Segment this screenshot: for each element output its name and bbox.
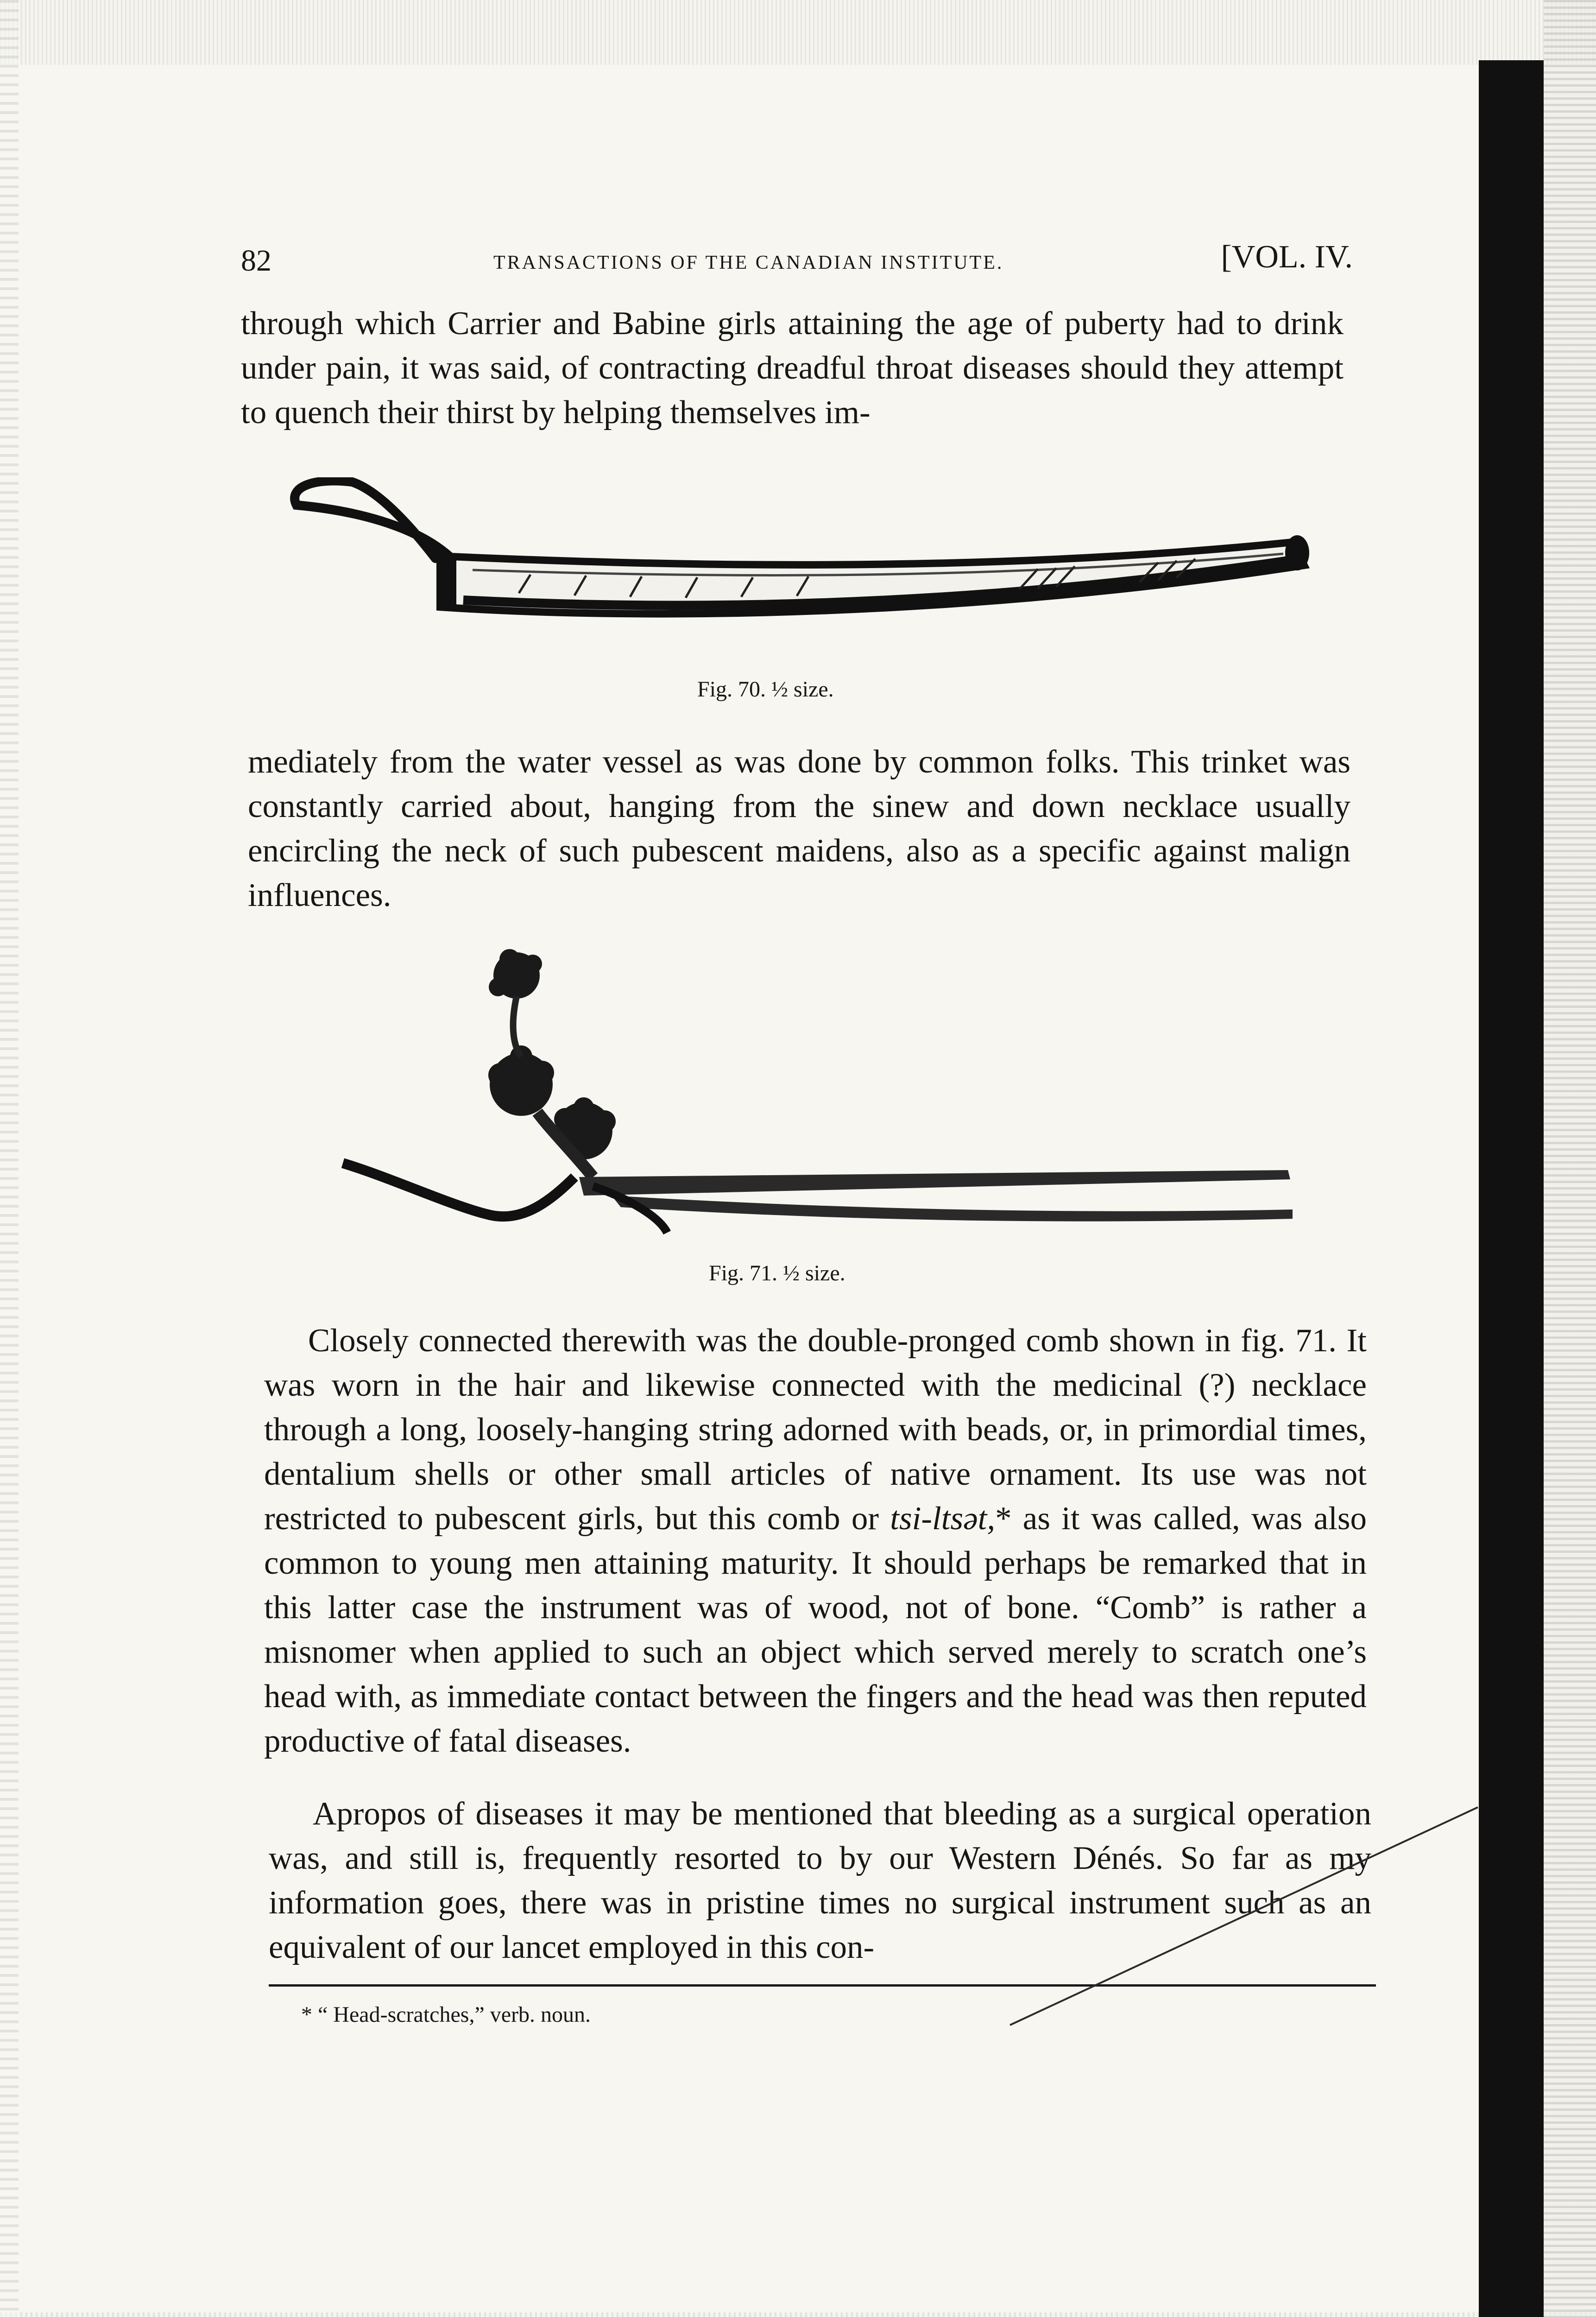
paragraph-4: Apropos of diseases it may be mentioned that bleeding as a surgical operation was, and still is, frequently resorted to by our Western Dénés. So far as my information goes, there was in pristine times no surgical instrument such as an equivalent of our lancet employed in this con- <box>269 1796 1371 1965</box>
volume-label: [VOL. IV. <box>1221 239 1353 275</box>
page-number: 82 <box>241 244 271 278</box>
footnote-marker: * <box>995 1500 1012 1537</box>
paragraph-3-text-b: as it was called, was also common to young men attaining maturity. It should perhaps be remarked that in this latter case the instrument was of wood, not of bone. “Comb” is rather a misnomer when applied to such an object which served merely to scratch one’s head with, as immediate contact between the fingers and the head was then reputed productive of fatal diseases. <box>264 1500 1367 1759</box>
figure-71-caption: Fig. 71. ½ size. <box>709 1261 845 1285</box>
term-tsi-ltset: tsi-ltsət, <box>890 1500 996 1537</box>
figure-70-caption: Fig. 70. ½ size. <box>697 677 834 702</box>
running-title: TRANSACTIONS OF THE CANADIAN INSTITUTE. <box>493 252 1004 273</box>
paragraph-3-text-a: Closely connected therewith was the double-pronged comb shown in fig. 71. It was worn in the hair and likewise connected with the medicinal (?) necklace through a long, loosely-hanging string adorned with beads, or, in primordial times, dentalium shells or other small articles of native ornament. Its use was not restricted to pubescent girls, but this comb or <box>264 1323 1367 1537</box>
paragraph-1: through which Carrier and Babine girls attaining the age of puberty had to drink under pain, it was said, of contracting dreadful throat diseases should they attempt to quench their thirst by helping themselves im- <box>241 305 1344 430</box>
paragraph-2: mediately from the water vessel as was done by common folks. This trinket was constantly carried about, hanging from the sinew and down necklace usually encircling the neck of such pubescent maidens, also as a specific against malign influences. <box>248 744 1350 913</box>
footnote: * “ Head-scratches,” verb. noun. <box>301 2002 591 2027</box>
